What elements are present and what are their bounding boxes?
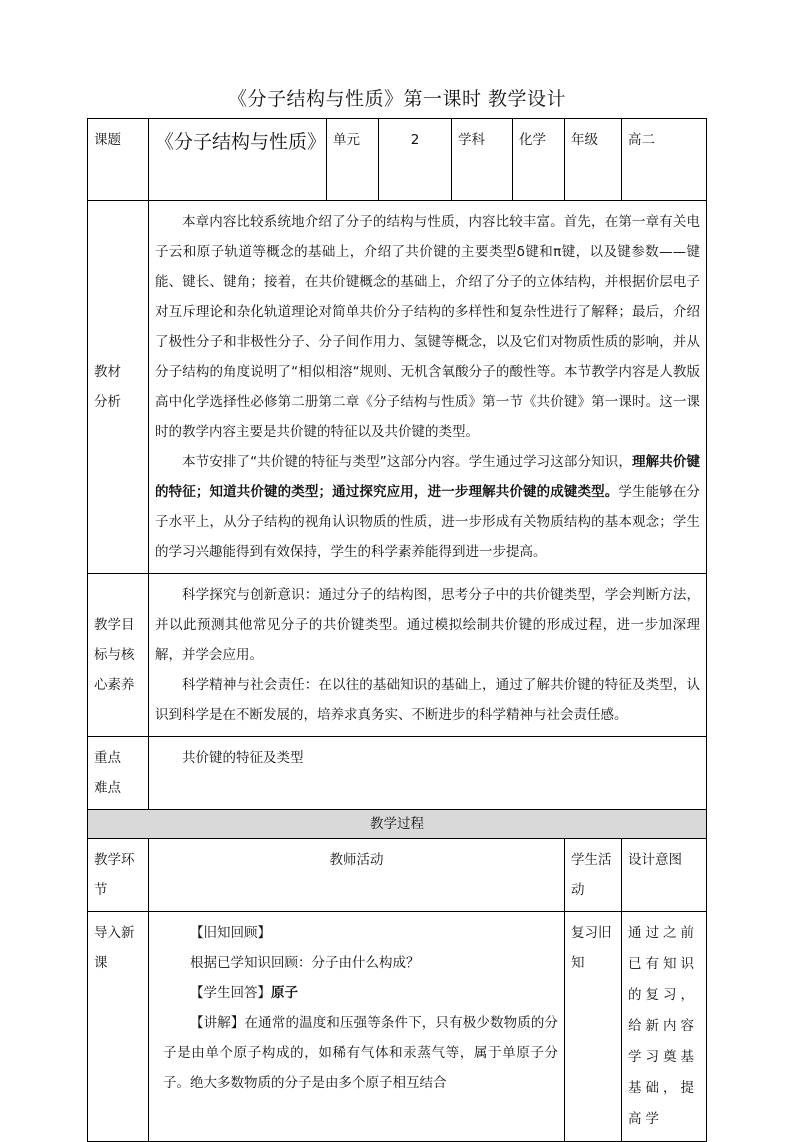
topic-label: 课题 [88,119,149,201]
student-activity-cell: 复习旧知 [565,912,622,1142]
grade-label: 年级 [565,119,622,201]
process-band: 教学过程 [88,810,707,839]
process-header-row [88,839,707,912]
stage-cell: 导入新课 [88,912,149,1142]
unit-value: 2 [379,119,452,201]
keypoints-label-line1: 重点 [94,750,121,766]
subject-label: 学科 [452,119,513,201]
col-teacher-header: 教师活动 [149,839,565,912]
teacher-line-3-tag: 【学生回答】 [190,985,271,1001]
subject-value: 化学 [513,119,565,201]
keypoints-row [88,737,707,810]
teacher-line-2: 根据已学知识回顾：分子由什么构成？ [190,955,420,971]
analysis-paragraph-2 [155,447,700,567]
goals-label-line2: 标与核 [94,647,135,663]
lesson-plan-table [87,118,707,1142]
keypoints-label [88,737,149,810]
keypoints-label-line2: 难点 [94,780,121,796]
keypoints-value: 共价键的特征及类型 [182,750,304,766]
document-title: 《分子结构与性质》第一课时 教学设计 [227,88,567,110]
goals-content [149,574,707,737]
teacher-line-4-text: 在通常的温度和压强等条件下，只有极少数物质的分子是由单个原子构成的，如稀有气体和汞蒸气等，属于单原子分子。绝大多数物质的分子是由多个原子相互结合 [163,1015,559,1091]
unit-label: 单元 [327,119,379,201]
keypoints-content [149,737,707,810]
analysis-label-line1: 教材 [94,364,121,380]
goals-paragraph-1: 科学探究与创新意识：通过分子的结构图，思考分子中的共价键类型，学会判断方法，并以此预测其他常见分子的共价键类型。通过模拟绘制共价键的形成过程，进一步加深理解，并学会应用。 [155,587,700,663]
design-intent-cell: 通过之前已有知识的复习，给新内容学习奠基基础，提高学 [622,912,707,1142]
col-intent-header: 设计意图 [622,839,707,912]
process-band-row [88,810,707,839]
analysis-content [149,201,707,574]
grade-value: 高二 [622,119,707,201]
teacher-line-3 [163,978,558,1008]
col-stage-header: 教学环节 [88,839,149,912]
goals-paragraph-2: 科学精神与社会责任：在以往的基础知识的基础上，通过了解共价键的特征及类型，认识到科学是在不断发展的，培养求真务实、不断进步的科学精神与社会责任感。 [155,677,700,723]
process-intro-row [88,912,707,1142]
analysis-row [88,201,707,574]
goals-label-line3: 心素养 [94,677,135,693]
teacher-line-4-tag: 【讲解】 [190,1015,245,1031]
analysis-p2-bold: 理解共价键的特征；知道共价键的类型；通过探究应用，进一步理解共价键的成键类型。 [155,454,700,500]
analysis-p2-rest: 学生能够在分子水平上，从分子结构的视角认识物质的性质，进一步形成有关物质结构的基本观念；学生的学习兴趣能得到有效保持，学生的科学素养能得到进一步提高。 [155,484,701,560]
analysis-paragraph-1: 本章内容比较系统地介绍了分子的结构与性质，内容比较丰富。首先，在第一章有关电子云和原子轨道等概念的基础上，介绍了共价键的主要类型δ键和π键，以及键参数——键能、键长、键角；接着，在共价键概念的基础上，介绍了分子的立体结构，并根据价层电子对互斥理论和杂化轨道理论对简单共价分子结构的多样性和复杂性进行了解释；最后，介绍了极性分子和非极性分子、分子间作用力、氢键等概念，以及它们对物质性质的影响，并从分子结构的角度说明了“相似相溶“规则、无机含氧酸分子的酸性等。本节教学内容是人教版高中化学选择性必修第二册第二章《分子结构与性质》第一节《共价键》第一课时。这一课时的教学内容主要是共价键的特征以及共价键的类型。 [155,214,700,440]
col-student-header: 学生活动 [565,839,622,912]
header-row [88,119,707,201]
goals-label-line1: 教学目 [94,617,135,633]
analysis-label-line2: 分析 [94,394,121,410]
goals-row [88,574,707,737]
topic-value: 《分子结构与性质》 [149,119,327,201]
analysis-p2-intro: 本节安排了“共价键的特征与类型”这部分内容。学生通过学习这部分知识， [182,454,633,470]
goals-label [88,574,149,737]
teacher-activity-cell [149,912,565,1142]
teacher-line-3-answer: 原子 [271,985,298,1001]
analysis-label [88,201,149,574]
teacher-line-1: 【旧知回顾】 [190,925,271,941]
teacher-line-4 [163,1008,558,1098]
